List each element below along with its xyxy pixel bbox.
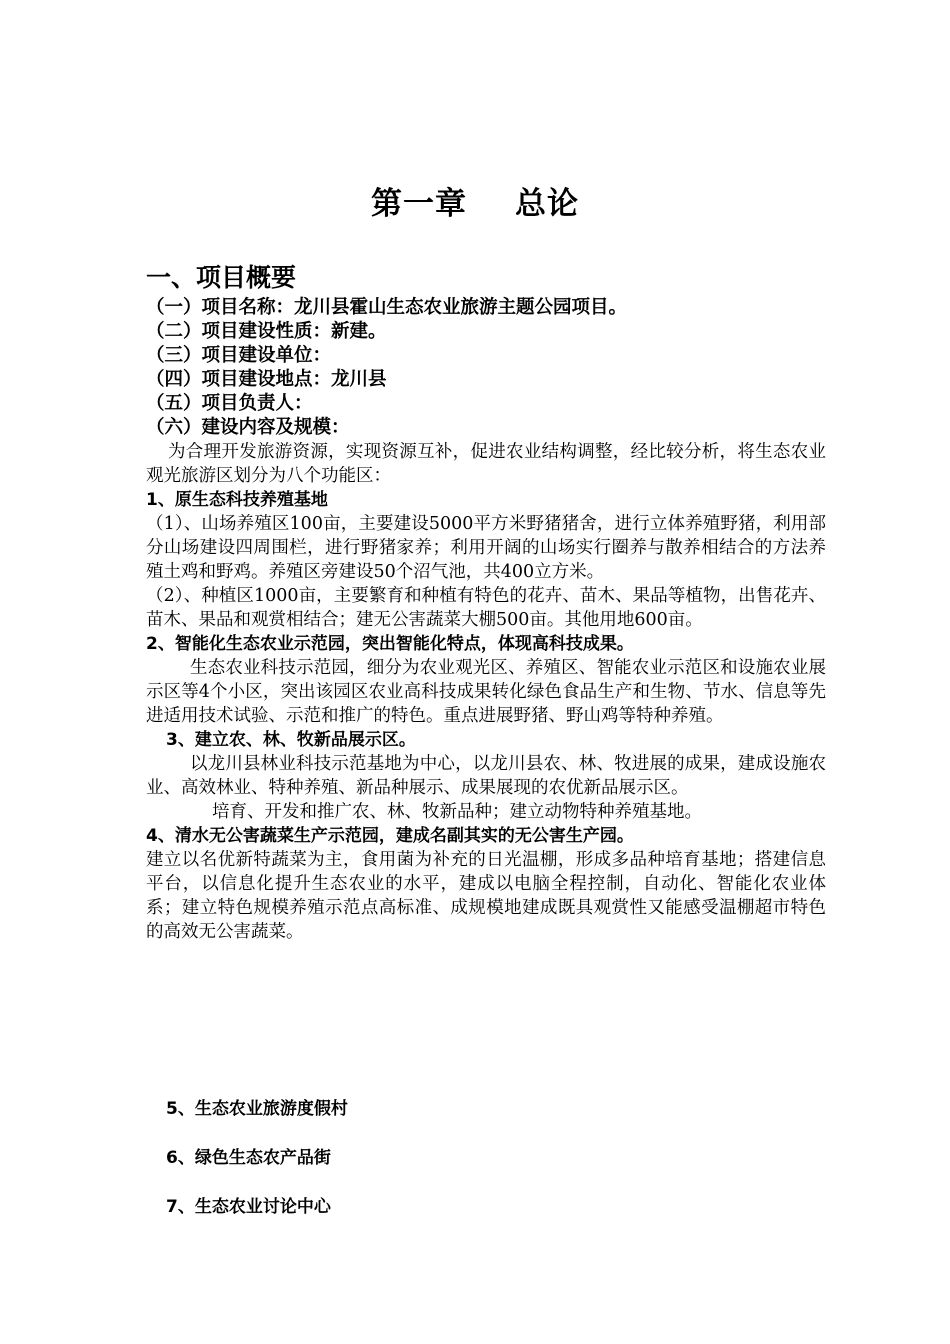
item-project-leader: （五）项目负责人： bbox=[146, 393, 313, 414]
chapter-name: 总论 bbox=[515, 186, 579, 222]
zone2-paragraph-1: 生态农业科技示范园，细分为农业观光区、养殖区、智能农业示范区和设施农业展示区等4个小区，突出该园区农业高科技成果转化绿色食品生产和生物、节水、信息等先进适用技术试验、示范和推广的特色。重点进展野猪、野山鸡等特种养殖。 bbox=[146, 658, 826, 726]
zone3-paragraph-2: 培育、开发和推广农、林、牧新品种；建立动物特种养殖基地。 bbox=[212, 802, 702, 822]
chapter-title bbox=[0, 178, 950, 223]
item-construction-scope: （六）建设内容及规模： bbox=[146, 417, 350, 438]
zone7-heading: 7、生态农业讨论中心 bbox=[166, 1197, 331, 1217]
zone4-heading: 4、清水无公害蔬菜生产示范园，建成名副其实的无公害生产园。 bbox=[146, 826, 634, 846]
item-project-location: （四）项目建设地点：龙川县 bbox=[146, 369, 387, 390]
zone2-heading: 2、智能化生态农业示范园，突出智能化特点，体现高科技成果。 bbox=[146, 634, 634, 654]
zone3-heading: 3、建立农、林、牧新品展示区。 bbox=[166, 730, 416, 750]
chapter-number: 第一章 bbox=[371, 186, 467, 222]
zone4-paragraph-1: 建立以名优新特蔬菜为主，食用菌为补充的日光温棚，形成多品种培育基地；搭建信息平台，以信息化提升生态农业的水平，建成以电脑全程控制，自动化、智能化农业体系；建立特色规模养殖示范点高标准、成规模地建成既具观赏性又能感受温棚超市特色的高效无公害蔬菜。 bbox=[146, 850, 826, 942]
item-project-unit: （三）项目建设单位： bbox=[146, 345, 332, 366]
document-body bbox=[146, 296, 826, 944]
zone1-paragraph-2: （2）、种植区1000亩，主要繁育和种植有特色的花卉、苗木、果品等植物，出售花卉、苗木、果品和观赏相结合；建无公害蔬菜大棚500亩。其他用地600亩。 bbox=[146, 586, 826, 630]
item-project-name: （一）项目名称：龙川县霍山生态农业旅游主题公园项目。 bbox=[146, 297, 628, 318]
section-title: 一、项目概要 bbox=[146, 263, 297, 292]
zone1-paragraph-1: （1）、山场养殖区100亩，主要建设5000平方米野猪猪舍，进行立体养殖野猪，利用部分山场建设四周围栏，进行野猪家养；利用开阔的山场实行圈养与散养相结合的方法养殖土鸡和野鸡。养殖区旁建设50个沼气池，共400立方米。 bbox=[146, 514, 826, 582]
zone5-heading: 5、生态农业旅游度假村 bbox=[166, 1099, 348, 1119]
zone3-paragraph-1: 以龙川县林业科技示范基地为中心，以龙川县农、林、牧进展的成果，建成设施农业、高效林业、特种养殖、新品种展示、成果展现的农优新品展示区。 bbox=[146, 754, 826, 798]
item-project-nature: （二）项目建设性质：新建。 bbox=[146, 321, 387, 342]
zone1-heading: 1、原生态科技养殖基地 bbox=[146, 490, 328, 510]
intro-paragraph: 为合理开发旅游资源，实现资源互补，促进农业结构调整，经比较分析，将生态农业观光旅游区划分为八个功能区： bbox=[146, 442, 826, 486]
zone6-heading: 6、绿色生态农产品街 bbox=[166, 1148, 331, 1168]
